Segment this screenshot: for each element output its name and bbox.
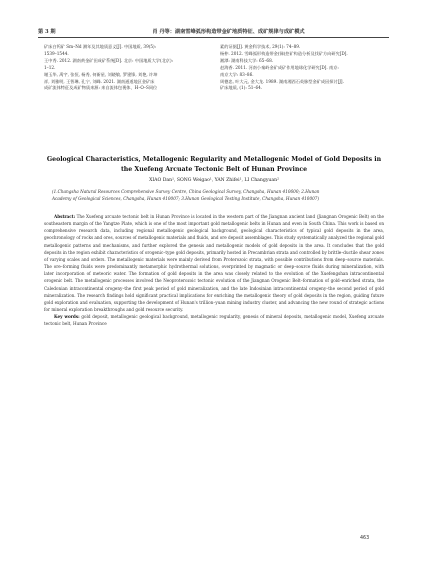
page-number: 463 xyxy=(360,536,370,541)
reference-line: 矿床白钨矿 Sm–Nd 测年及其地质意义[J]. 中国地质, 39(5): xyxy=(44,44,157,49)
references-right-column xyxy=(220,44,380,92)
abstract-text: The Xuefeng arcuate tectonic belt in Hunan Province is located in the western part of the Jiangnan ancient land (Jiangnan Orogenic Belt) on the southeastern margin of the Yangtze Plate, which is one of the most important gold metallogenic belts in Hunan and even in South China. This work is based on comprehensive research data, including regional metallogenic geological background, geological characteristics of typical gold deposits in the area, geochronology of rocks and ores, sources of metallogenic materials and fluids, and ore deposit assemblages. This study systematically analyzed the regional gold metallogenic patterns and mechanisms, and further explored the genesis and metallogenic models of gold deposits in the area. It concludes that the gold deposits in the region exhibit characteristics of orogenic–type gold deposits, primarily hosted in Precambrian strata and controlled by brittle–ductile shear zones of varying scales and orders. The metallogenic materials were mainly derived from Proterozoic strata, with possible contributions from deep–source materials. The ore–forming fluids were predominantly metamorphic hydrothermal solutions, overprinted by magmatic or deep–source fluids during mineralization, with later incorporation of meteoric water. The formation of gold deposits in the area was closely related to the evolution of the Xuefengshan intracontinental orogenic belt. The metallogenic processes involved the Neoproterozoic tectonic evolution of the Jiangnan Orogenic Belt–formation of gold–enriched strata, the Caledonian intracontinental orogeny–the first peak period of gold mineralization, and the late Indosinian intracontinental orogeny–the second period of gold mineralization. The research findings hold significant practical implications for enriching the metallogenic theory of gold deposits in the region, guiding future gold exploration and evaluation, supporting the development of Hunan's trillion–yuan mining industry cluster, and advancing the new round of strategic actions for mineral exploration breakthroughs and gold resource security. xyxy=(44,214,385,313)
reference-line: 祥, 刘雅明, 王智琳, 孔宁, 刘峰. 2021. 湖南通道地区金矿床 xyxy=(44,78,155,84)
abstract-label: Abstract: xyxy=(54,214,76,219)
issue-number: 第 3 期 xyxy=(38,29,56,35)
reference-line: 1539–1544. xyxy=(44,50,69,56)
reference-line: 周德忠, 叶大元, 金大龙. 1989. 湖南湘西石英脉型金矿成因探讨[J]. xyxy=(220,78,344,84)
keywords-label: Key words: xyxy=(54,314,80,320)
reference-line: 矿床地质, (1): 51–64. xyxy=(220,85,263,91)
reference-line: 1–12. xyxy=(44,64,56,70)
abstract-paragraph xyxy=(44,213,384,313)
abstract-block xyxy=(44,213,384,328)
reference-line: 素的证据[J]. 黄金科学技术, 29(1): 74–89. xyxy=(220,44,301,49)
reference-line: 谢玉华, 禹宇, 张恒, 杨秀, 何新星, 刘晓敏, 罗建锋, 刘艳, 许坤 xyxy=(44,71,158,77)
keywords-text: gold deposit, metallogenic geological background, metallogenic regularity, genesis of mineral deposits, metallogenic model, Xuefeng arcuate tectonic belt, Hunan Province xyxy=(44,314,384,327)
english-title: Geological Characteristics, Metallogenic Regularity and Metallogenic Model of Gold Deposits in the Xuefeng Arcuate Tectonic Belt of Hunan Province xyxy=(46,156,382,173)
affiliation-line: Academy of Geological Sciences, Changsha, Hunan 410007; 3.Hunan Geological Testing Institute, Changsha, Hunan 410007) xyxy=(52,196,320,202)
affiliation-line: (1.Changsha Natural Resources Comprehensive Survey Centre, China Geological Survey, Changsha, Hunan 410600; 2.Hunan xyxy=(52,189,320,194)
reference-line: 王中秀. 2012. 湖南黄金矿田成矿系统[D]. 北京: 中国地质大学(北京): xyxy=(44,57,174,63)
author-list: XIAO Dan¹, SONG Weigao¹, YAN Zhifei¹, LI Changyuan² xyxy=(149,178,279,183)
running-header xyxy=(38,28,389,38)
keywords-paragraph xyxy=(44,313,384,327)
reference-line: 南京大学: 83–86. xyxy=(220,71,254,77)
running-title: 肖 丹等：湖南雪峰弧形构造带金矿地质特征、成矿规律与成矿模式 xyxy=(152,29,305,35)
reference-line: 杨仲. 2012. 雪峰弧形构造带金(锑)控矿构造分析及找矿方向研究[D]. xyxy=(220,50,348,56)
affiliations xyxy=(52,188,382,203)
reference-line: 湘潭: 湖南科技大学: 65–68. xyxy=(220,57,274,63)
reference-line: 赵海香. 2011. 河南小秦岭金矿成矿作用地球化学研究[D]. 南京: xyxy=(220,64,339,70)
reference-line: 成矿流体特征及成矿物质来源: 来自流体包裹体、H–O–S同位 xyxy=(44,85,158,91)
references-left-column xyxy=(44,44,199,92)
